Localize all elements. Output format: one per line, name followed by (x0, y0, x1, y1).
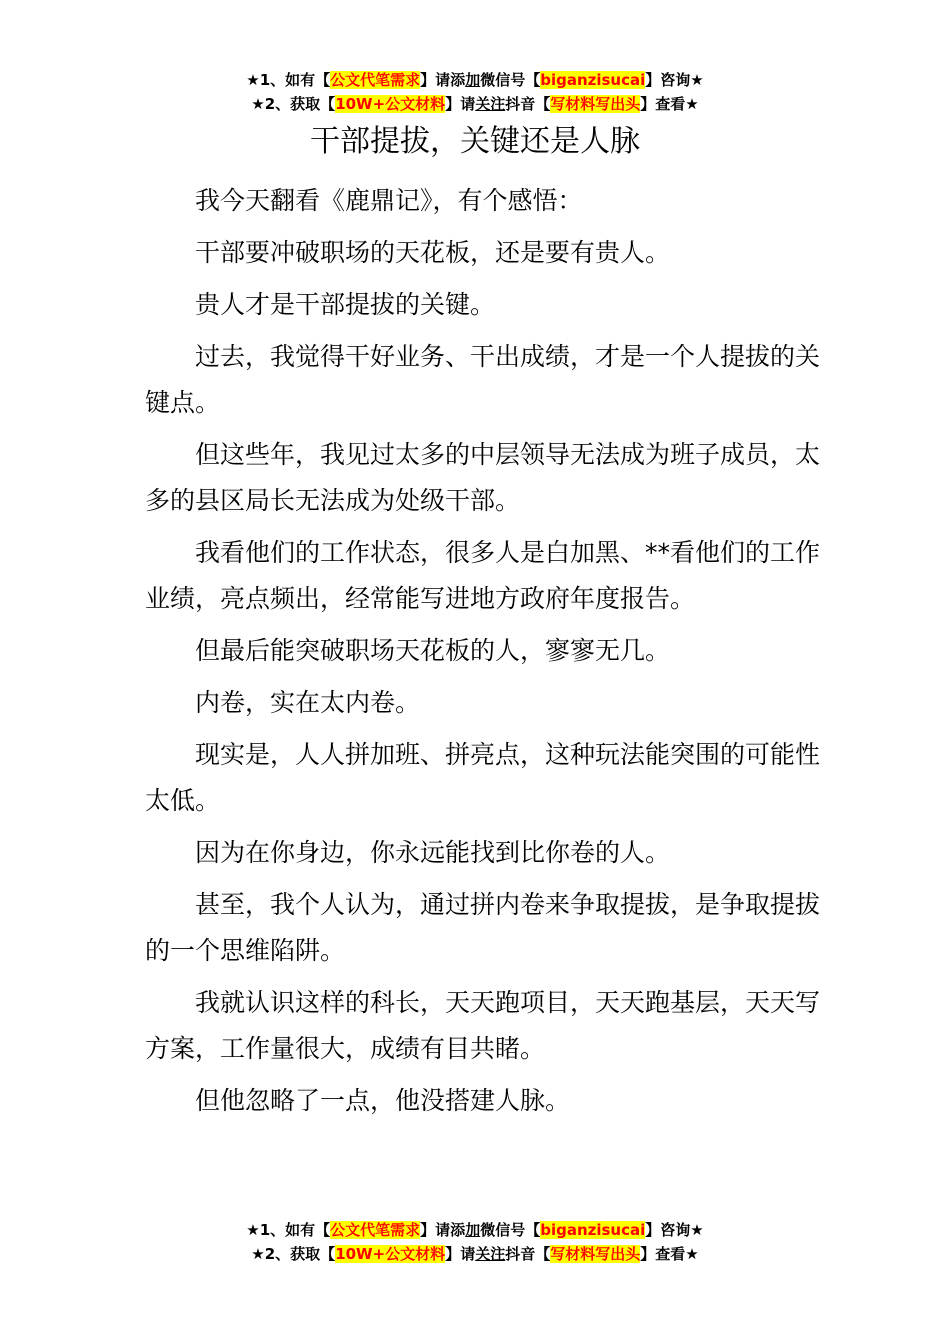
paragraph: 我就认识这样的科长，天天跑项目，天天跑基层，天天写方案，工作量很大，成绩有目共睹。 (145, 988, 821, 1063)
paragraph: 甚至，我个人认为，通过拼内卷来争取提拔，是争取提拔的一个思维陷阱。 (145, 890, 821, 965)
paragraph: 但他忽略了一点，他没搭建人脉。 (195, 1086, 571, 1115)
page-title: 干部提拔，关键还是人脉 (310, 124, 640, 159)
highlight-materials: 10W+公文材料 (335, 1245, 446, 1263)
paragraph: 但这些年，我见过太多的中层领导无法成为班子成员，太多的县区局长无法成为处级干部。 (145, 440, 821, 515)
footer-banner-line-2: ★2、获取【10W+公文材料】请关注抖音【写材料写出头】查看★ (251, 1245, 699, 1263)
highlight-douyin: 写材料写出头 (550, 1245, 641, 1263)
paragraph: 现实是，人人拼加班、拼亮点，这种玩法能突围的可能性太低。 (145, 740, 821, 815)
paragraph: 过去，我觉得干好业务、干出成绩，才是一个人提拔的关键点。 (145, 342, 821, 417)
highlight-materials: 10W+公文材料 (335, 95, 446, 113)
highlight-service: 公文代笔需求 (330, 1221, 421, 1239)
header-banner-line-1: ★1、如有【公文代笔需求】请添加微信号【biganzisucai】咨询★ (246, 71, 704, 89)
paragraph: 我今天翻看《鹿鼎记》，有个感悟： (195, 186, 583, 215)
paragraph: 但最后能突破职场天花板的人，寥寥无几。 (195, 636, 671, 665)
paragraph: 干部要冲破职场的天花板，还是要有贵人。 (195, 238, 671, 267)
paragraph: 内卷，实在太内卷。 (195, 688, 421, 717)
paragraph: 因为在你身边，你永远能找到比你卷的人。 (195, 838, 671, 867)
highlight-service: 公文代笔需求 (330, 71, 421, 89)
paragraph: 我看他们的工作状态，很多人是白加黑、**看他们的工作业绩，亮点频出，经常能写进地方政府年度报告。 (145, 538, 821, 613)
article-body (145, 178, 835, 1130)
paragraph: 贵人才是干部提拔的关键。 (195, 290, 496, 319)
highlight-wechat-id: biganzisucai (540, 1221, 646, 1239)
footer-banner-line-1: ★1、如有【公文代笔需求】请添加微信号【biganzisucai】咨询★ (246, 1221, 704, 1239)
header-banner-line-2: ★2、获取【10W+公文材料】请关注抖音【写材料写出头】查看★ (251, 95, 699, 113)
header-banner (0, 68, 950, 116)
highlight-wechat-id: biganzisucai (540, 71, 646, 89)
highlight-douyin: 写材料写出头 (550, 95, 641, 113)
footer-banner (0, 1218, 950, 1266)
